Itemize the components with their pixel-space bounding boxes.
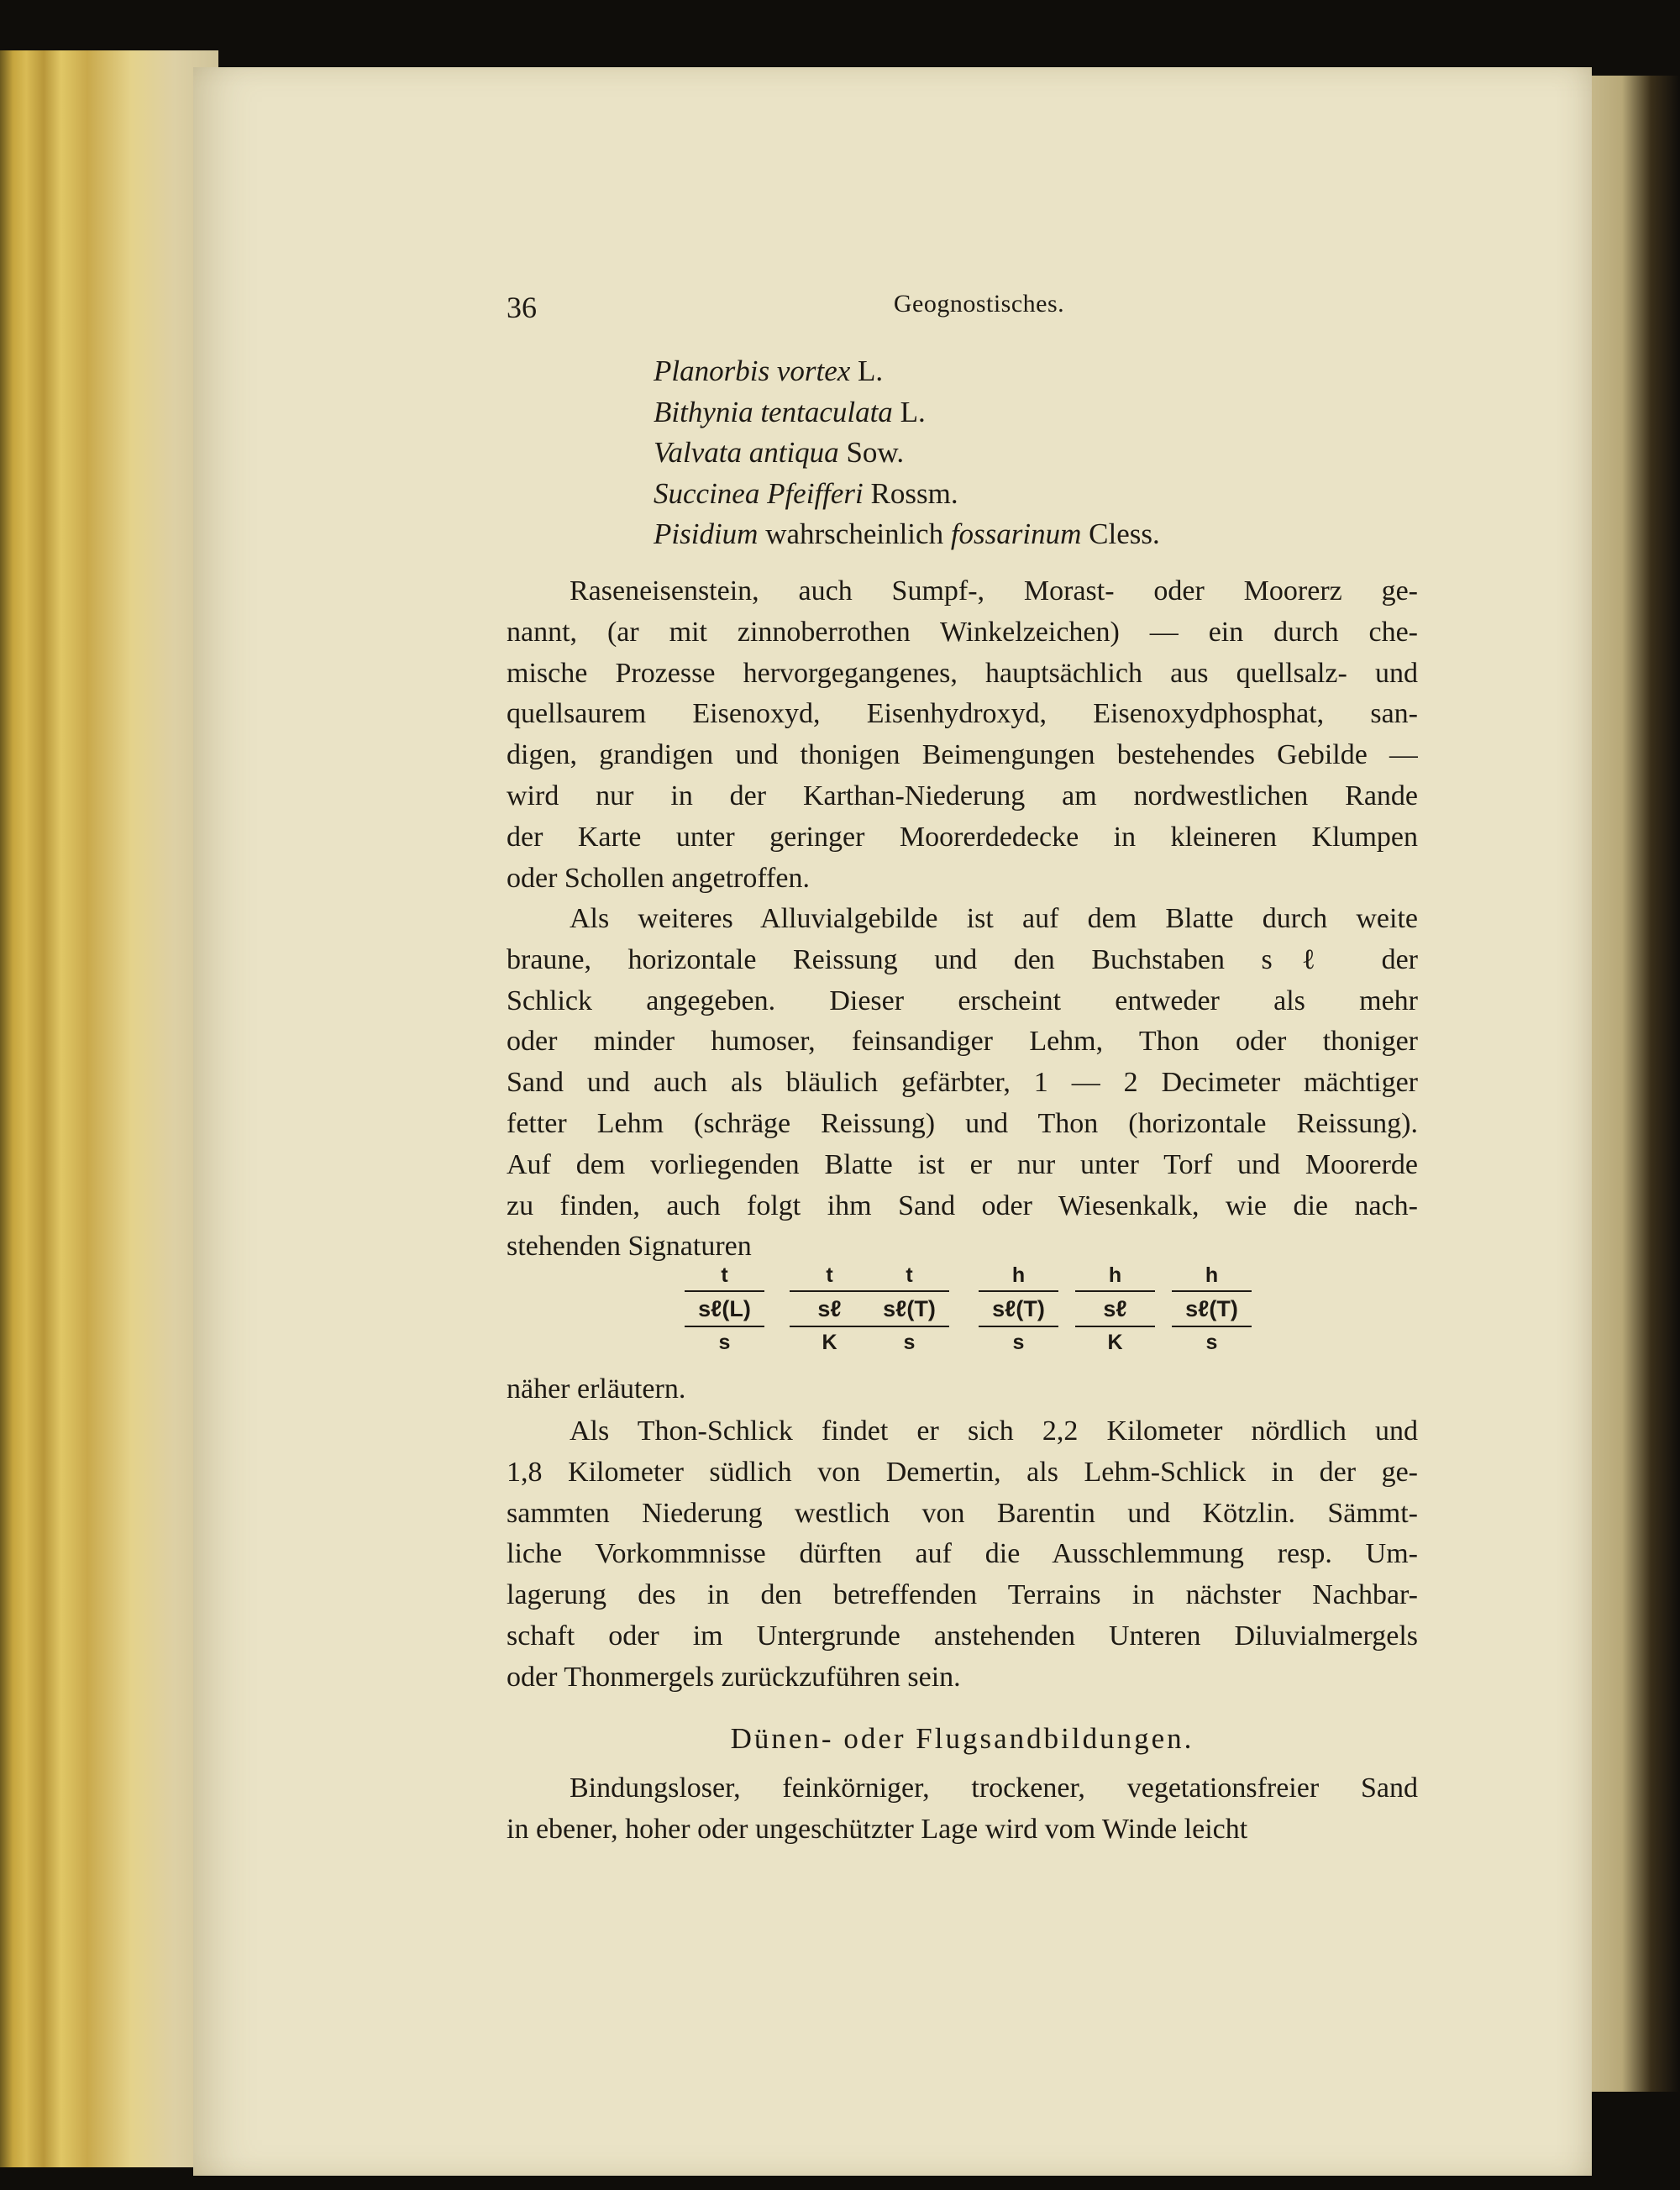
- text-line: stehenden Signaturen: [507, 1231, 752, 1263]
- text-line: fetter Lehm (schräge Reissung) und Thon (horizontale Reissung).: [507, 1107, 1418, 1139]
- signature-bot: K: [1107, 1331, 1123, 1354]
- book-right-edge: [1583, 76, 1680, 2092]
- species-name: Pisidium: [654, 517, 759, 550]
- text-line: mische Prozesse hervorgegangenes, hauptsächlich aus quellsalz- und: [507, 657, 1418, 689]
- species-author: Rossm.: [863, 476, 958, 510]
- text-line: zu finden, auch folgt ihm Sand oder Wiesenkalk, wie die nach-: [507, 1190, 1418, 1221]
- text-line: näher erläutern.: [507, 1373, 686, 1405]
- text-line: oder Thonmergels zurückzuführen sein.: [507, 1661, 961, 1693]
- species-author: Cless.: [1081, 517, 1160, 550]
- signatures-row: [672, 1260, 1260, 1369]
- text-line: Auf dem vorliegenden Blatte ist er nur unter Torf und Moorerde: [507, 1148, 1418, 1180]
- signature: [979, 1260, 1058, 1358]
- text-line: quellsaurem Eisenoxyd, Eisenhydroxyd, Eisenoxydphosphat, san-: [507, 698, 1418, 730]
- paragraph-raseneisenstein: [507, 571, 1418, 899]
- species-name: Valvata antiqua: [654, 436, 839, 469]
- text-line: oder Schollen angetroffen.: [507, 862, 810, 894]
- species-item: [654, 392, 1410, 433]
- text-line: Sand und auch als bläulich gefärbter, 1 — 2 Decimeter mächtiger: [507, 1067, 1418, 1099]
- text-line: oder minder humoser, feinsandiger Lehm, Thon oder thoniger: [507, 1026, 1418, 1058]
- species-name: Planorbis vortex: [654, 354, 851, 387]
- signature: [685, 1260, 764, 1358]
- species-author: wahrscheinlich: [758, 517, 951, 550]
- species-author: L.: [892, 395, 926, 428]
- species-name-alt: fossarinum: [950, 517, 1082, 550]
- text-line: der Karte unter geringer Moorerdedecke in kleineren Klumpen: [507, 821, 1418, 853]
- signature-mid: sℓ(L): [685, 1290, 764, 1327]
- signature-mid: sℓ(T): [869, 1290, 949, 1327]
- paragraph-schlick: [507, 899, 1418, 1268]
- text-line: Als Thon-Schlick findet er sich 2,2 Kilometer nördlich und: [570, 1415, 1418, 1447]
- text-line: digen, grandigen und thonigen Beimengungen bestehendes Gebilde —: [507, 739, 1418, 771]
- text-line: Schlick angegeben. Dieser erscheint entweder als mehr: [507, 985, 1418, 1016]
- book-page-edges: [0, 50, 218, 2167]
- signature-top: t: [721, 1263, 728, 1287]
- signature-top: t: [826, 1263, 833, 1287]
- signature: [1172, 1260, 1252, 1358]
- signature-top: h: [1011, 1263, 1026, 1287]
- signature: [1075, 1260, 1155, 1358]
- species-item: [654, 433, 1410, 474]
- signature-bot: s: [903, 1331, 916, 1354]
- species-item: [654, 351, 1410, 392]
- text-line: liche Vorkommnisse dürften auf die Ausschlemmung resp. Um-: [507, 1538, 1418, 1570]
- signature-mid: sℓ: [1075, 1290, 1155, 1327]
- text-line: Raseneisenstein, auch Sumpf-, Morast- oder Moorerz ge-: [570, 575, 1418, 607]
- signature-top: h: [1108, 1263, 1122, 1287]
- paragraph-thon-schlick: [507, 1411, 1418, 1699]
- text-line: wird nur in der Karthan-Niederung am nordwestlichen Rande: [507, 780, 1418, 811]
- after-signatures-line: [507, 1369, 1418, 1410]
- species-item: [654, 514, 1410, 555]
- signature-top: h: [1205, 1263, 1219, 1287]
- text-line: 1,8 Kilometer südlich von Demertin, als Lehm-Schlick in der ge-: [507, 1456, 1418, 1488]
- signature-bot: K: [822, 1331, 837, 1354]
- signature: [869, 1260, 949, 1358]
- species-name: Succinea Pfeifferi: [654, 476, 864, 510]
- signature-bot: s: [718, 1331, 731, 1354]
- section-heading: Dünen- oder Flugsandbildungen.: [730, 1722, 1194, 1755]
- signature-mid: sℓ(T): [979, 1290, 1058, 1327]
- page-header: [507, 290, 1418, 332]
- species-item: [654, 474, 1410, 515]
- page-number: 36: [507, 291, 537, 324]
- species-author: Sow.: [838, 436, 905, 469]
- species-author: L.: [850, 354, 884, 387]
- signature: [790, 1260, 869, 1358]
- text-line: Als weiteres Alluvialgebilde ist auf dem Blatte durch weite: [570, 903, 1418, 934]
- signature-top: t: [906, 1263, 913, 1287]
- text-line: nannt, (ar mit zinnoberrothen Winkelzeichen) — ein durch che-: [507, 616, 1418, 648]
- running-title: Geognostisches.: [893, 290, 1065, 318]
- signature-mid: sℓ(T): [1172, 1290, 1252, 1327]
- signature-mid: sℓ: [790, 1290, 869, 1327]
- signature-bot: s: [1205, 1331, 1218, 1354]
- text-line: lagerung des in den betreffenden Terrains in nächster Nachbar-: [507, 1579, 1418, 1611]
- signature-bot: s: [1012, 1331, 1025, 1354]
- text-line: in ebener, hoher oder ungeschützter Lage wird vom Winde leicht: [507, 1813, 1248, 1845]
- species-list: [654, 351, 1410, 555]
- text-line: sammten Niederung westlich von Barentin und Kötzlin. Sämmt-: [507, 1497, 1418, 1529]
- text-line: braune, horizontale Reissung und den Buchstaben sℓ der: [507, 943, 1418, 975]
- text-line: schaft oder im Untergrunde anstehenden Unteren Diluvialmergels: [507, 1620, 1418, 1652]
- text-line: Bindungsloser, feinkörniger, trockener, vegetationsfreier Sand: [570, 1772, 1418, 1804]
- species-name: Bithynia tentaculata: [654, 395, 893, 428]
- paragraph-duenen: [507, 1768, 1418, 1851]
